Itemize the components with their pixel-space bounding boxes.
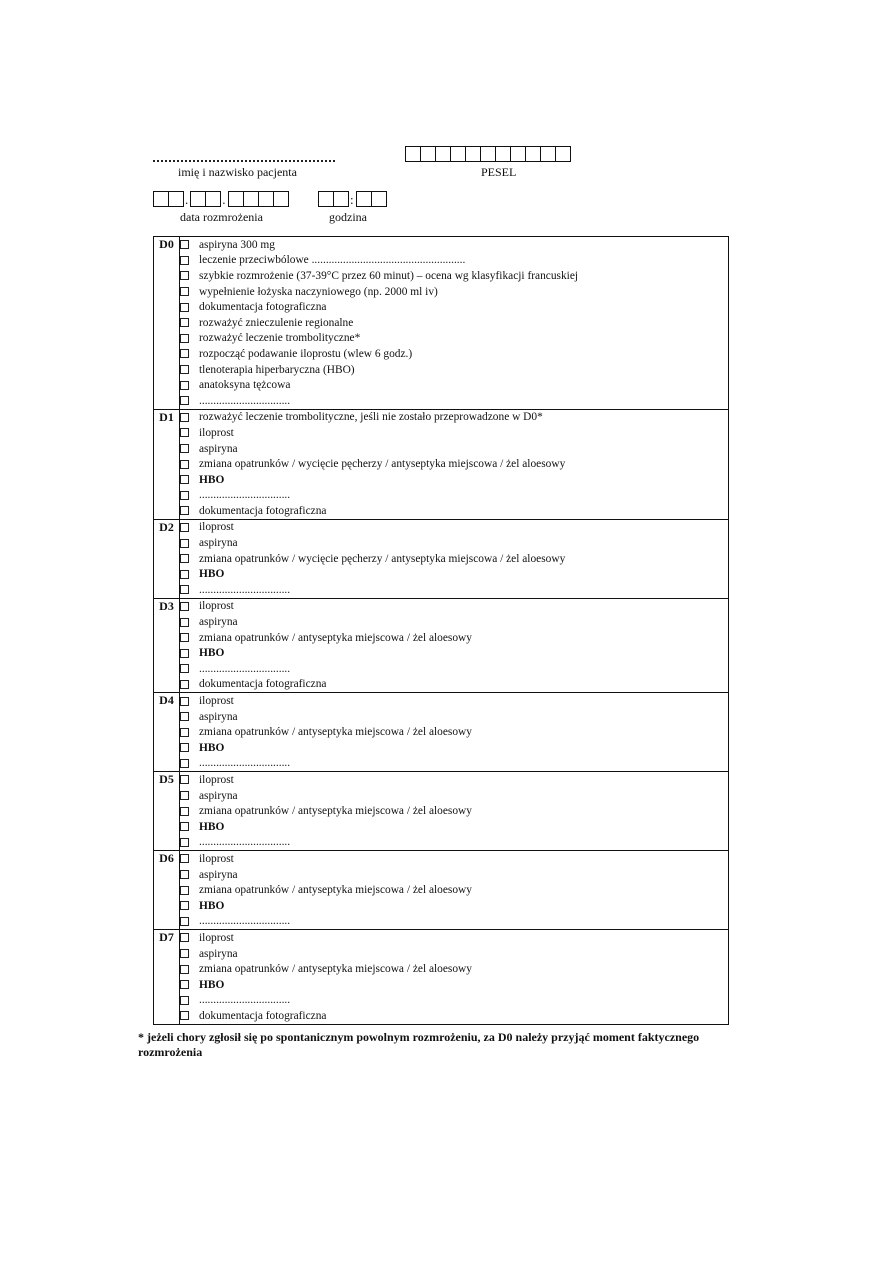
checkbox[interactable] xyxy=(180,901,189,910)
checkbox[interactable] xyxy=(180,444,189,453)
checkbox[interactable] xyxy=(180,554,189,563)
checklist-item xyxy=(180,237,728,253)
date-day-box-1[interactable] xyxy=(153,191,169,207)
checklist-item-label: zmiana opatrunków / antyseptyka miejscowa / żel aloesowy xyxy=(199,805,472,818)
pesel-digit-box[interactable] xyxy=(435,146,451,162)
pesel-digit-box[interactable] xyxy=(555,146,571,162)
checkbox[interactable] xyxy=(180,396,189,405)
checkbox[interactable] xyxy=(180,633,189,642)
checklist-item xyxy=(180,472,728,488)
checkbox[interactable] xyxy=(180,381,189,390)
checklist-item xyxy=(180,268,728,284)
checklist-item-label: wypełnienie łożyska naczyniowego (np. 2000 ml iv) xyxy=(199,285,438,298)
day-row-d3 xyxy=(154,598,729,693)
day-row-d4 xyxy=(154,693,729,772)
checklist-item xyxy=(180,882,728,898)
thaw-date-field[interactable] xyxy=(153,191,288,207)
date-year-box-1[interactable] xyxy=(228,191,244,207)
checklist-item xyxy=(180,946,728,962)
checklist-item-label: HBO xyxy=(199,899,225,912)
pesel-digit-box[interactable] xyxy=(480,146,496,162)
checkbox[interactable] xyxy=(180,712,189,721)
checklist-item-label: ................................ xyxy=(199,836,291,849)
checklist-item xyxy=(180,993,728,1009)
treatment-checklist-table xyxy=(153,236,729,1025)
checklist-item xyxy=(180,284,728,300)
checkbox[interactable] xyxy=(180,506,189,515)
checklist-item xyxy=(180,661,728,677)
checklist-item-label: anatoksyna tężcowa xyxy=(199,379,291,392)
pesel-label: PESEL xyxy=(481,165,517,179)
time-field[interactable] xyxy=(318,191,386,207)
checklist-item xyxy=(180,930,728,946)
day-items xyxy=(180,598,729,693)
time-minute-box-1[interactable] xyxy=(356,191,372,207)
day-label: D7 xyxy=(154,930,180,1025)
checklist-item-label: aspiryna xyxy=(199,616,238,629)
time-separator: : xyxy=(350,192,354,207)
checklist-item-label: aspiryna xyxy=(199,868,238,881)
checklist-item-label: iloprost xyxy=(199,852,234,865)
pesel-digit-box[interactable] xyxy=(450,146,466,162)
checkbox[interactable] xyxy=(180,822,189,831)
checklist-item-label: aspiryna xyxy=(199,537,238,550)
checkbox[interactable] xyxy=(180,870,189,879)
day-row-d0 xyxy=(154,237,729,410)
date-separator: . xyxy=(222,192,226,207)
checkbox[interactable] xyxy=(180,649,189,658)
checklist-item-label: aspiryna xyxy=(199,710,238,723)
day-items xyxy=(180,519,729,598)
checklist-item xyxy=(180,803,728,819)
checklist-item-label: ................................ xyxy=(199,994,291,1007)
day-row-d6 xyxy=(154,851,729,930)
day-label: D5 xyxy=(154,772,180,851)
checklist-item-label: rozważyć leczenie trombolityczne, jeśli nie zostało przeprowadzone w D0* xyxy=(199,411,543,424)
checklist-item-label: ................................ xyxy=(199,489,291,502)
checklist-item-label: HBO xyxy=(199,978,225,991)
date-year-box-2[interactable] xyxy=(243,191,259,207)
checklist-item-label: HBO xyxy=(199,647,225,660)
checklist-item-label: ................................ xyxy=(199,915,291,928)
date-year-box-4[interactable] xyxy=(273,191,289,207)
checklist-item xyxy=(180,724,728,740)
checkbox[interactable] xyxy=(180,886,189,895)
checklist-item-label: szybkie rozmrożenie (37-39°C przez 60 minut) – ocena wg klasyfikacji francuskiej xyxy=(199,269,579,282)
patient-name-field[interactable] xyxy=(153,152,335,162)
checklist-item-label: ................................ xyxy=(199,583,291,596)
checklist-item-label: ................................ xyxy=(199,757,291,770)
pesel-digit-box[interactable] xyxy=(510,146,526,162)
day-label: D0 xyxy=(154,237,180,410)
checkbox[interactable] xyxy=(180,287,189,296)
checklist-item xyxy=(180,346,728,362)
checklist-item xyxy=(180,835,728,851)
checkbox[interactable] xyxy=(180,917,189,926)
checklist-item xyxy=(180,645,728,661)
checklist-item-label: zmiana opatrunków / antyseptyka miejscowa / żel aloesowy xyxy=(199,726,472,739)
checklist-item-label: HBO xyxy=(199,820,225,833)
checklist-item xyxy=(180,393,728,409)
checklist-item xyxy=(180,410,728,426)
checkbox[interactable] xyxy=(180,365,189,374)
checklist-item-label: iloprost xyxy=(199,695,234,708)
time-minute-box-2[interactable] xyxy=(371,191,387,207)
checklist-item-label: ................................ xyxy=(199,394,291,407)
checklist-item-label: aspiryna xyxy=(199,442,238,455)
checkbox[interactable] xyxy=(180,980,189,989)
checklist-item xyxy=(180,331,728,347)
checklist-item xyxy=(180,961,728,977)
time-hour-box-1[interactable] xyxy=(318,191,334,207)
checklist-item xyxy=(180,614,728,630)
checkbox[interactable] xyxy=(180,854,189,863)
day-items xyxy=(180,772,729,851)
date-separator: . xyxy=(185,192,189,207)
pesel-digit-box[interactable] xyxy=(420,146,436,162)
checkbox[interactable] xyxy=(180,570,189,579)
checklist-item xyxy=(180,693,728,709)
date-month-box-1[interactable] xyxy=(190,191,206,207)
checkbox[interactable] xyxy=(180,271,189,280)
pesel-digit-box[interactable] xyxy=(465,146,481,162)
checklist-item-label: rozpocząć podawanie iloprostu (wlew 6 godz.) xyxy=(199,347,413,360)
checklist-item xyxy=(180,867,728,883)
checklist-item-label: dokumentacja fotograficzna xyxy=(199,504,327,517)
checklist-item xyxy=(180,551,728,567)
checkbox[interactable] xyxy=(180,807,189,816)
checkbox[interactable] xyxy=(180,697,189,706)
footnote: * jeżeli chory zgłosił się po spontanicznym powolnym rozmrożeniu, za D0 należy przyjąć moment faktycznego rozmrożenia xyxy=(138,1030,700,1059)
checklist-item xyxy=(180,582,728,598)
checklist-item xyxy=(180,456,728,472)
checklist-item xyxy=(180,566,728,582)
pesel-digit-box[interactable] xyxy=(405,146,421,162)
checklist-item xyxy=(180,599,728,615)
checklist-item-label: HBO xyxy=(199,473,225,486)
checklist-item xyxy=(180,503,728,519)
checkbox[interactable] xyxy=(180,949,189,958)
checkbox[interactable] xyxy=(180,602,189,611)
checklist-item xyxy=(180,709,728,725)
checkbox[interactable] xyxy=(180,475,189,484)
checklist-item-label: HBO xyxy=(199,568,225,581)
pesel-digit-box[interactable] xyxy=(540,146,556,162)
checklist-item xyxy=(180,441,728,457)
checklist-item xyxy=(180,788,728,804)
checkbox[interactable] xyxy=(180,996,189,1005)
checklist-item xyxy=(180,898,728,914)
day-items xyxy=(180,409,729,519)
checklist-item-label: iloprost xyxy=(199,600,234,613)
checklist-item-label: iloprost xyxy=(199,426,234,439)
checklist-item xyxy=(180,299,728,315)
checklist-item xyxy=(180,253,728,269)
checklist-item-label: leczenie przeciwbólowe ...................................................... xyxy=(199,254,466,267)
checklist-item xyxy=(180,377,728,393)
checklist-item xyxy=(180,535,728,551)
checklist-item xyxy=(180,630,728,646)
day-row-d1 xyxy=(154,409,729,519)
time-label: godzina xyxy=(329,210,367,224)
checklist-item-label: iloprost xyxy=(199,773,234,786)
checklist-item xyxy=(180,362,728,378)
checkbox[interactable] xyxy=(180,791,189,800)
day-label: D4 xyxy=(154,693,180,772)
checklist-item xyxy=(180,851,728,867)
checklist-item xyxy=(180,520,728,536)
checkbox[interactable] xyxy=(180,933,189,942)
day-label: D1 xyxy=(154,409,180,519)
checklist-item-label: zmiana opatrunków / wycięcie pęcherzy / antyseptyka miejscowa / żel aloesowy xyxy=(199,458,566,471)
checkbox[interactable] xyxy=(180,428,189,437)
checkbox[interactable] xyxy=(180,349,189,358)
checklist-item-label: iloprost xyxy=(199,931,234,944)
checkbox[interactable] xyxy=(180,743,189,752)
checkbox[interactable] xyxy=(180,460,189,469)
checklist-item xyxy=(180,1008,728,1024)
day-items xyxy=(180,237,729,410)
checklist-item xyxy=(180,425,728,441)
checkbox[interactable] xyxy=(180,965,189,974)
day-label: D2 xyxy=(154,519,180,598)
checkbox[interactable] xyxy=(180,728,189,737)
pesel-field[interactable] xyxy=(405,146,570,162)
checklist-item-label: rozważyć leczenie trombolityczne* xyxy=(199,332,361,345)
checklist-item-label: aspiryna xyxy=(199,789,238,802)
date-month-box-2[interactable] xyxy=(205,191,221,207)
checkbox[interactable] xyxy=(180,491,189,500)
checklist-item-label: rozważyć znieczulenie regionalne xyxy=(199,316,354,329)
day-row-d2 xyxy=(154,519,729,598)
checklist-item-label: dokumentacja fotograficzna xyxy=(199,678,327,691)
day-label: D3 xyxy=(154,598,180,693)
checkbox[interactable] xyxy=(180,240,189,249)
day-items xyxy=(180,930,729,1025)
checkbox[interactable] xyxy=(180,618,189,627)
checklist-item xyxy=(180,977,728,993)
checklist-item xyxy=(180,740,728,756)
checklist-item-label: zmiana opatrunków / wycięcie pęcherzy / antyseptyka miejscowa / żel aloesowy xyxy=(199,552,566,565)
checklist-item-label: ................................ xyxy=(199,662,291,675)
checkbox[interactable] xyxy=(180,680,189,689)
checkbox[interactable] xyxy=(180,585,189,594)
checklist-item-label: aspiryna 300 mg xyxy=(199,238,275,251)
checklist-item-label: dokumentacja fotograficzna xyxy=(199,301,327,314)
pesel-digit-box[interactable] xyxy=(525,146,541,162)
thaw-date-label: data rozmrożenia xyxy=(180,210,263,224)
checklist-item-label: zmiana opatrunków / antyseptyka miejscowa / żel aloesowy xyxy=(199,963,472,976)
checkbox[interactable] xyxy=(180,759,189,768)
checkbox[interactable] xyxy=(180,664,189,673)
checklist-item-label: HBO xyxy=(199,741,225,754)
checklist-item xyxy=(180,677,728,693)
checklist-item-label: aspiryna xyxy=(199,947,238,960)
checkbox[interactable] xyxy=(180,303,189,312)
checkbox[interactable] xyxy=(180,523,189,532)
checkbox[interactable] xyxy=(180,539,189,548)
checkbox[interactable] xyxy=(180,775,189,784)
checklist-item-label: zmiana opatrunków / antyseptyka miejscowa / żel aloesowy xyxy=(199,884,472,897)
day-items xyxy=(180,693,729,772)
checkbox[interactable] xyxy=(180,318,189,327)
time-hour-box-2[interactable] xyxy=(333,191,349,207)
checklist-item xyxy=(180,819,728,835)
checkbox[interactable] xyxy=(180,334,189,343)
checkbox[interactable] xyxy=(180,838,189,847)
day-row-d5 xyxy=(154,772,729,851)
checklist-item-label: zmiana opatrunków / antyseptyka miejscowa / żel aloesowy xyxy=(199,631,472,644)
patient-name-label: imię i nazwisko pacjenta xyxy=(178,165,297,179)
date-year-box-3[interactable] xyxy=(258,191,274,207)
checklist-item-label: dokumentacja fotograficzna xyxy=(199,1009,327,1022)
checklist-item xyxy=(180,756,728,772)
checklist-item-label: tlenoterapia hiperbaryczna (HBO) xyxy=(199,363,355,376)
day-items xyxy=(180,851,729,930)
date-day-box-2[interactable] xyxy=(168,191,184,207)
day-row-d7 xyxy=(154,930,729,1025)
pesel-digit-box[interactable] xyxy=(495,146,511,162)
checklist-item xyxy=(180,488,728,504)
day-label: D6 xyxy=(154,851,180,930)
checkbox[interactable] xyxy=(180,256,189,265)
checklist-item xyxy=(180,772,728,788)
checkbox[interactable] xyxy=(180,1011,189,1020)
checklist-item-label: iloprost xyxy=(199,521,234,534)
checklist-item xyxy=(180,315,728,331)
checklist-item xyxy=(180,914,728,930)
checkbox[interactable] xyxy=(180,413,189,422)
